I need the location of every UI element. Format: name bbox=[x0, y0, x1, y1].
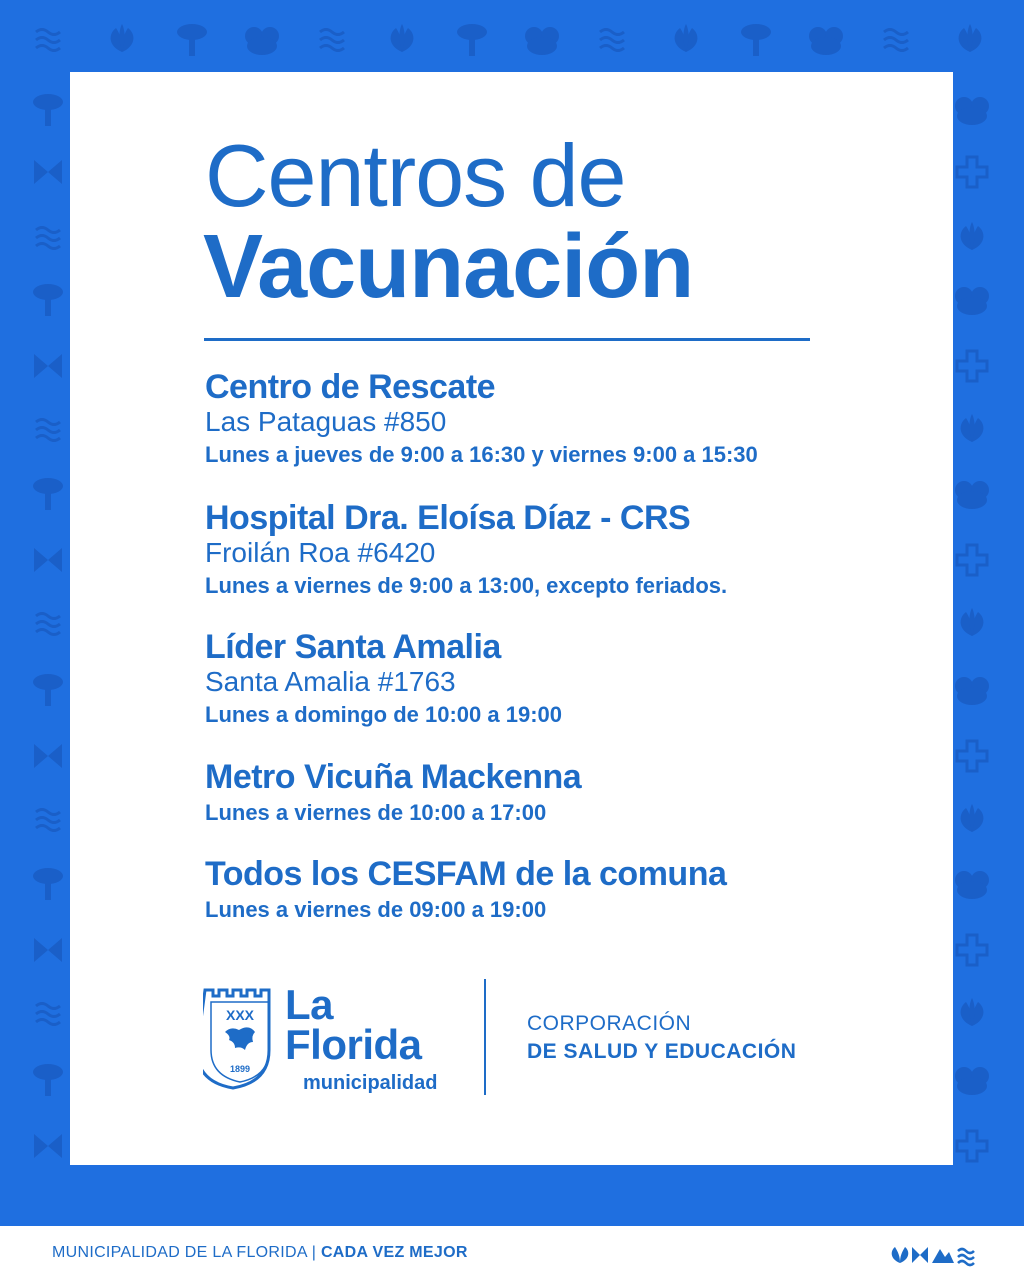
logo-text-municipalidad: municipalidad bbox=[303, 1072, 438, 1094]
butterfly-icon bbox=[912, 1247, 928, 1263]
footer-tagline bbox=[52, 1244, 468, 1262]
content-panel bbox=[70, 72, 953, 1165]
footer-right: CADA VEZ MEJOR bbox=[320, 1244, 468, 1261]
footer-separator: | bbox=[311, 1244, 317, 1261]
center-item bbox=[205, 368, 905, 470]
footer-icons bbox=[890, 1243, 976, 1267]
center-hours: Lunes a viernes de 9:00 a 13:00, excepto feriados. bbox=[205, 573, 728, 598]
footer-left: MUNICIPALIDAD DE LA FLORIDA bbox=[52, 1244, 307, 1261]
logo-divider bbox=[484, 979, 486, 1095]
title-line-1: Centros de bbox=[205, 126, 626, 225]
title-line-2: Vacunación bbox=[203, 217, 694, 317]
center-address: Froilán Roa #6420 bbox=[205, 537, 436, 568]
corporation-logo-text bbox=[527, 1010, 796, 1066]
crest-marks: XXX bbox=[225, 1007, 255, 1023]
crest-icon bbox=[203, 988, 277, 1092]
center-address: Las Pataguas #850 bbox=[205, 406, 447, 437]
center-hours: Lunes a jueves de 9:00 a 16:30 y viernes 9:00 a 15:30 bbox=[205, 442, 758, 467]
center-item bbox=[205, 499, 905, 601]
wave-icon bbox=[958, 1249, 974, 1265]
logo-text-la: La bbox=[285, 981, 334, 1028]
center-address: Santa Amalia #1763 bbox=[205, 666, 456, 697]
mountain-icon bbox=[932, 1249, 954, 1263]
crest-year: 1899 bbox=[229, 1064, 251, 1074]
corporation-line-2: DE SALUD Y EDUCACIÓN bbox=[527, 1040, 797, 1063]
center-hours: Lunes a viernes de 09:00 a 19:00 bbox=[205, 897, 547, 922]
center-item bbox=[205, 758, 905, 828]
center-item bbox=[205, 855, 905, 925]
center-name: Todos los CESFAM de la comuna bbox=[205, 855, 727, 893]
center-hours: Lunes a domingo de 10:00 a 19:00 bbox=[205, 702, 563, 727]
center-name: Líder Santa Amalia bbox=[205, 628, 501, 666]
leaf-icon bbox=[892, 1247, 909, 1263]
logo-text-florida: Florida bbox=[285, 1021, 422, 1068]
center-name: Metro Vicuña Mackenna bbox=[205, 758, 582, 796]
title-divider bbox=[204, 338, 810, 341]
la-florida-logo bbox=[203, 982, 453, 1102]
center-hours: Lunes a viernes de 10:00 a 17:00 bbox=[205, 800, 547, 825]
center-name: Centro de Rescate bbox=[205, 368, 496, 406]
center-name: Hospital Dra. Eloísa Díaz - CRS bbox=[205, 499, 691, 537]
center-item bbox=[205, 628, 905, 730]
corporation-line-1: CORPORACIÓN bbox=[527, 1012, 692, 1035]
